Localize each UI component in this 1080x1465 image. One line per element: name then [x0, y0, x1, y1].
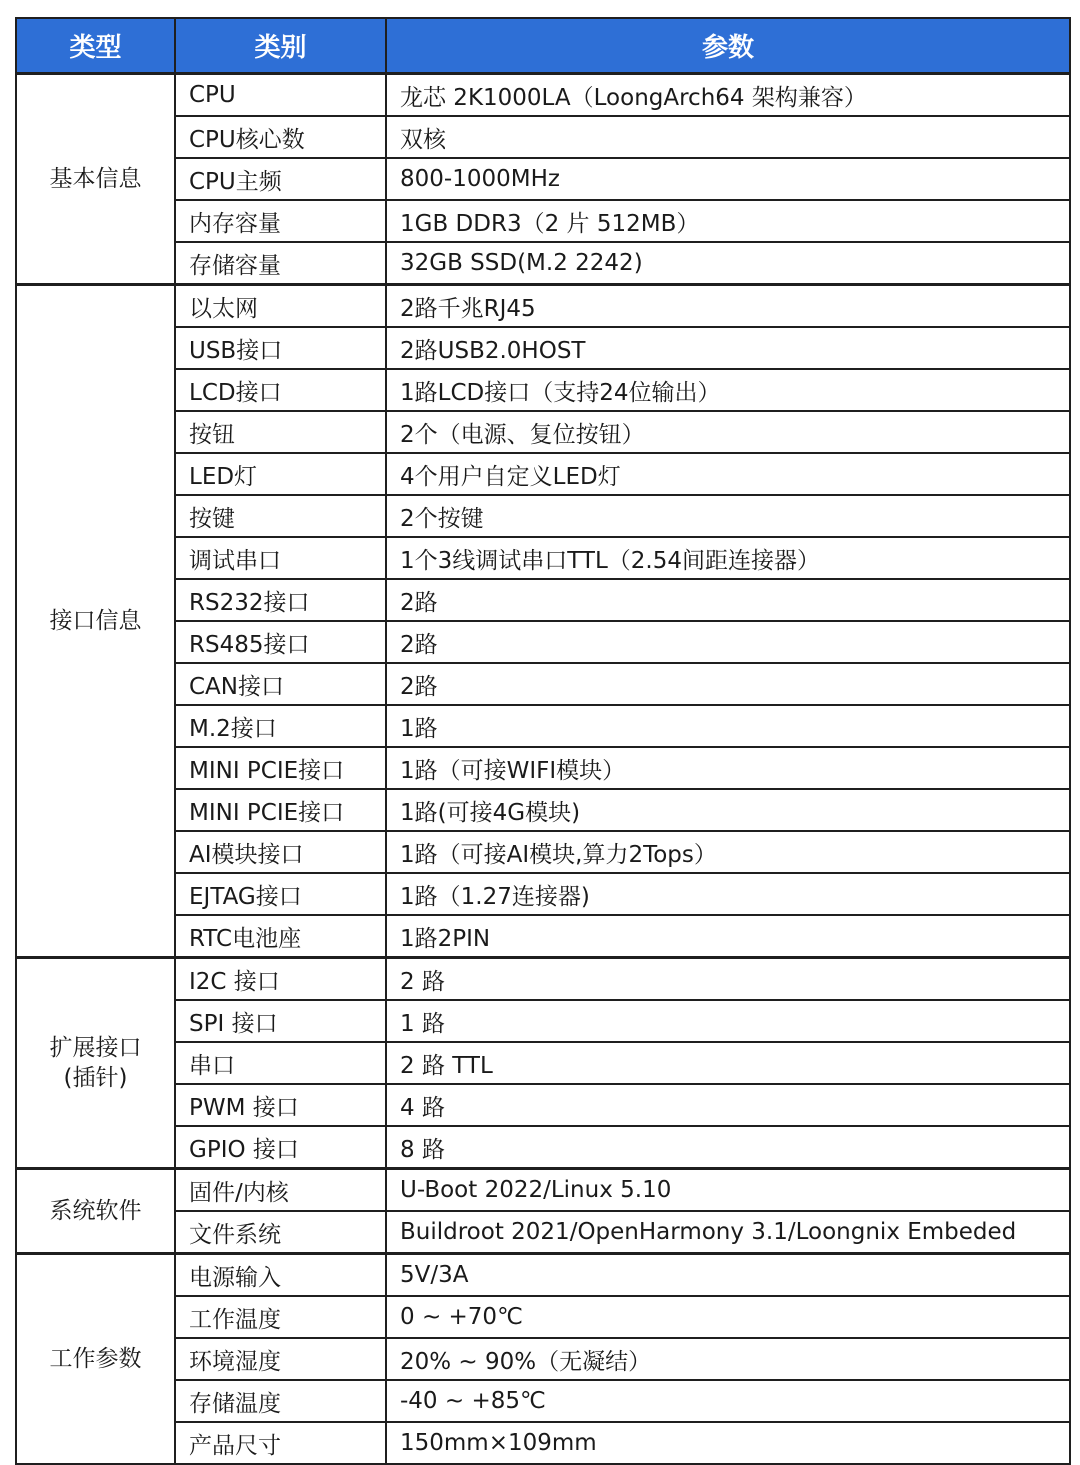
table-row	[16, 495, 1070, 537]
table-row	[16, 453, 1070, 495]
group-type-cell: 接口信息	[16, 285, 175, 958]
table-row	[16, 958, 1070, 1001]
category-cell: 文件系统	[175, 1211, 386, 1254]
table-row	[16, 158, 1070, 200]
table-row	[16, 873, 1070, 915]
table-row	[16, 1169, 1070, 1212]
category-cell: MINI PCIE接口	[175, 789, 386, 831]
value-cell: 2路千兆RJ45	[386, 285, 1070, 328]
category-cell: I2C 接口	[175, 958, 386, 1001]
value-cell: 2 路	[386, 958, 1070, 1001]
table-row	[16, 369, 1070, 411]
value-cell: 0 ~ +70℃	[386, 1296, 1070, 1338]
spec-body	[16, 74, 1070, 1465]
header-category: 类别	[175, 18, 386, 74]
category-cell: 串口	[175, 1042, 386, 1084]
category-cell: LCD接口	[175, 369, 386, 411]
category-cell: 电源输入	[175, 1254, 386, 1297]
category-cell: 产品尺寸	[175, 1422, 386, 1464]
value-cell: 双核	[386, 116, 1070, 158]
category-cell: 固件/内核	[175, 1169, 386, 1212]
table-row	[16, 537, 1070, 579]
table-row	[16, 747, 1070, 789]
value-cell: 2个按键	[386, 495, 1070, 537]
value-cell: 1路	[386, 705, 1070, 747]
category-cell: 存储容量	[175, 242, 386, 285]
table-row	[16, 1254, 1070, 1297]
value-cell: 8 路	[386, 1126, 1070, 1169]
header-parameter: 参数	[386, 18, 1070, 74]
category-cell: LED灯	[175, 453, 386, 495]
category-cell: CPU主频	[175, 158, 386, 200]
value-cell: 150mm×109mm	[386, 1422, 1070, 1464]
category-cell: 内存容量	[175, 200, 386, 242]
spec-table	[15, 17, 1071, 1465]
category-cell: CPU核心数	[175, 116, 386, 158]
category-cell: 以太网	[175, 285, 386, 328]
value-cell: 1个3线调试串口TTL（2.54间距连接器）	[386, 537, 1070, 579]
table-row	[16, 1211, 1070, 1254]
category-cell: SPI 接口	[175, 1000, 386, 1042]
table-row	[16, 74, 1070, 117]
table-row	[16, 579, 1070, 621]
category-cell: RTC电池座	[175, 915, 386, 958]
category-cell: 调试串口	[175, 537, 386, 579]
group-type-cell: 工作参数	[16, 1254, 175, 1465]
table-row	[16, 1422, 1070, 1464]
value-cell: 2路	[386, 579, 1070, 621]
table-row	[16, 1380, 1070, 1422]
header-row	[16, 18, 1070, 74]
header-type: 类型	[16, 18, 175, 74]
value-cell: 2 路 TTL	[386, 1042, 1070, 1084]
value-cell: Buildroot 2021/OpenHarmony 3.1/Loongnix Embeded	[386, 1211, 1070, 1254]
category-cell: 工作温度	[175, 1296, 386, 1338]
value-cell: 1路2PIN	[386, 915, 1070, 958]
category-cell: M.2接口	[175, 705, 386, 747]
value-cell: 1路（可接WIFI模块）	[386, 747, 1070, 789]
value-cell: 龙芯 2K1000LA（LoongArch64 架构兼容）	[386, 74, 1070, 117]
category-cell: USB接口	[175, 327, 386, 369]
table-row	[16, 1000, 1070, 1042]
table-row	[16, 621, 1070, 663]
value-cell: 2路	[386, 621, 1070, 663]
table-row	[16, 116, 1070, 158]
table-row	[16, 1338, 1070, 1380]
table-row	[16, 663, 1070, 705]
table-row	[16, 200, 1070, 242]
value-cell: 4个用户自定义LED灯	[386, 453, 1070, 495]
category-cell: CAN接口	[175, 663, 386, 705]
category-cell: CPU	[175, 74, 386, 117]
category-cell: 按键	[175, 495, 386, 537]
category-cell: AI模块接口	[175, 831, 386, 873]
table-row	[16, 789, 1070, 831]
category-cell: MINI PCIE接口	[175, 747, 386, 789]
value-cell: 32GB SSD(M.2 2242)	[386, 242, 1070, 285]
table-row	[16, 411, 1070, 453]
value-cell: 2个（电源、复位按钮）	[386, 411, 1070, 453]
group-type-cell: 系统软件	[16, 1169, 175, 1254]
table-row	[16, 831, 1070, 873]
category-cell: EJTAG接口	[175, 873, 386, 915]
value-cell: -40 ~ +85℃	[386, 1380, 1070, 1422]
table-row	[16, 1084, 1070, 1126]
group-type-cell: 扩展接口 (插针)	[16, 958, 175, 1169]
category-cell: 存储温度	[175, 1380, 386, 1422]
table-row	[16, 915, 1070, 958]
value-cell: 1路（可接AI模块,算力2Tops）	[386, 831, 1070, 873]
category-cell: RS485接口	[175, 621, 386, 663]
table-row	[16, 285, 1070, 328]
category-cell: PWM 接口	[175, 1084, 386, 1126]
value-cell: 1 路	[386, 1000, 1070, 1042]
table-row	[16, 705, 1070, 747]
value-cell: 1路(可接4G模块)	[386, 789, 1070, 831]
table-row	[16, 1042, 1070, 1084]
value-cell: 2路	[386, 663, 1070, 705]
table-row	[16, 1126, 1070, 1169]
value-cell: 1GB DDR3（2 片 512MB）	[386, 200, 1070, 242]
category-cell: 环境湿度	[175, 1338, 386, 1380]
table-row	[16, 242, 1070, 285]
value-cell: 2路USB2.0HOST	[386, 327, 1070, 369]
value-cell: 800-1000MHz	[386, 158, 1070, 200]
category-cell: GPIO 接口	[175, 1126, 386, 1169]
table-row	[16, 1296, 1070, 1338]
category-cell: RS232接口	[175, 579, 386, 621]
group-type-cell: 基本信息	[16, 74, 175, 285]
value-cell: 1路LCD接口（支持24位输出）	[386, 369, 1070, 411]
value-cell: 5V/3A	[386, 1254, 1070, 1297]
value-cell: 4 路	[386, 1084, 1070, 1126]
category-cell: 按钮	[175, 411, 386, 453]
table-row	[16, 327, 1070, 369]
value-cell: U-Boot 2022/Linux 5.10	[386, 1169, 1070, 1212]
value-cell: 20% ~ 90%（无凝结）	[386, 1338, 1070, 1380]
value-cell: 1路（1.27连接器)	[386, 873, 1070, 915]
